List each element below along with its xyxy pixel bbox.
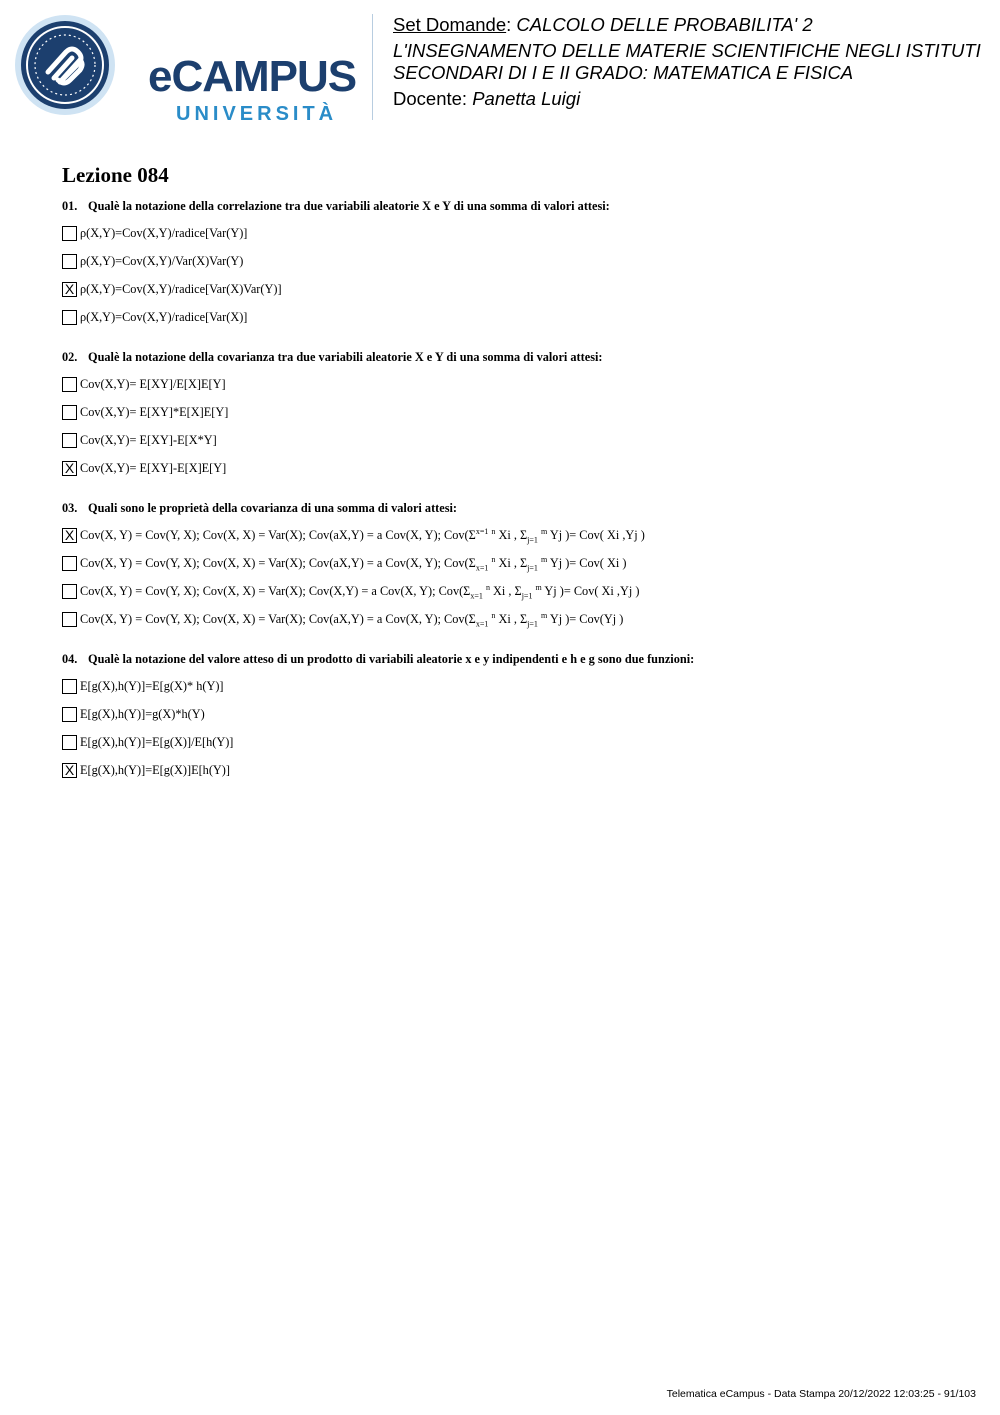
option-label: E[g(X),h(Y)]=E[g(X)]/E[h(Y)] bbox=[80, 734, 234, 749]
option-label: ρ(X,Y)=Cov(X,Y)/radice[Var(X)Var(Y)] bbox=[80, 281, 282, 296]
question-title bbox=[62, 198, 982, 214]
question-text: Qualè la notazione della correlazione tra due variabili aleatorie X e Y di una somma di valori attesi: bbox=[88, 199, 610, 213]
lesson-title: Lezione 084 bbox=[62, 163, 169, 187]
option-label bbox=[80, 612, 623, 627]
question-number: 02. bbox=[62, 350, 78, 364]
document-header bbox=[393, 14, 1000, 110]
course-title: CALCOLO DELLE PROBABILITA' 2 bbox=[516, 14, 813, 35]
superscript: m bbox=[540, 554, 548, 564]
checkbox[interactable] bbox=[62, 584, 77, 599]
question-number: 01. bbox=[62, 199, 78, 213]
answer-option[interactable] bbox=[62, 303, 982, 331]
set-separator: : bbox=[506, 14, 517, 35]
subscript: j=1 bbox=[527, 534, 538, 544]
answer-option[interactable] bbox=[62, 426, 982, 454]
question-title bbox=[62, 651, 982, 667]
option-label bbox=[80, 584, 639, 599]
option-label: ρ(X,Y)=Cov(X,Y)/Var(X)Var(Y) bbox=[80, 253, 244, 268]
option-label: ρ(X,Y)=Cov(X,Y)/radice[Var(X)] bbox=[80, 309, 248, 324]
program-line-2: SECONDARI DI I E II GRADO: MATEMATICA E FISICA bbox=[393, 62, 854, 83]
option-text-part: Xi , Σ bbox=[495, 611, 528, 626]
answer-option[interactable] bbox=[62, 398, 982, 426]
program-line-1: L'INSEGNAMENTO DELLE MATERIE SCIENTIFICHE NEGLI ISTITUTI bbox=[393, 40, 981, 61]
checkbox[interactable] bbox=[62, 612, 77, 627]
option-text-part: Cov(X, Y) = Cov(Y, X); Cov(X, X) = Var(X); Cov(X,Y) = a Cov(X, Y); Cov(Σ bbox=[80, 583, 471, 598]
superscript: n bbox=[491, 526, 496, 536]
option-label: E[g(X),h(Y)]=E[g(X)]E[h(Y)] bbox=[80, 762, 230, 777]
teacher-label: Docente: bbox=[393, 88, 473, 109]
question-text: Qualè la notazione della covarianza tra due variabili aleatorie X e Y di una somma di valori attesi: bbox=[88, 350, 603, 364]
superscript: x=1 bbox=[475, 526, 489, 536]
option-text-part: Xi , Σ bbox=[495, 555, 528, 570]
option-text-part: Yj )= Cov(Yj ) bbox=[547, 611, 624, 626]
checked-checkbox[interactable]: X bbox=[62, 528, 77, 543]
question-number: 04. bbox=[62, 652, 78, 666]
set-label: Set Domande bbox=[393, 14, 507, 35]
answer-option[interactable] bbox=[62, 577, 982, 605]
superscript: n bbox=[491, 610, 496, 620]
option-text-part: Cov(X, Y) = Cov(Y, X); Cov(X, X) = Var(X); Cov(aX,Y) = a Cov(X, Y); Cov(Σ bbox=[80, 611, 476, 626]
option-label bbox=[80, 528, 645, 543]
question-block bbox=[62, 198, 982, 331]
checkbox[interactable] bbox=[62, 310, 77, 325]
superscript: m bbox=[540, 526, 548, 536]
answer-option[interactable] bbox=[62, 549, 982, 577]
answer-option[interactable] bbox=[62, 605, 982, 633]
subscript: j=1 bbox=[521, 590, 533, 600]
header-divider bbox=[372, 14, 373, 120]
checked-checkbox[interactable]: X bbox=[62, 461, 77, 476]
answer-option[interactable] bbox=[62, 521, 982, 549]
superscript: n bbox=[485, 582, 490, 592]
checkbox[interactable] bbox=[62, 735, 77, 750]
option-label: ρ(X,Y)=Cov(X,Y)/radice[Var(Y)] bbox=[80, 225, 248, 240]
answer-option[interactable] bbox=[62, 219, 982, 247]
ecampus-logo bbox=[14, 14, 359, 125]
checked-checkbox[interactable]: X bbox=[62, 763, 77, 778]
option-text-part: Xi , Σ bbox=[495, 527, 528, 542]
option-text-part: Yj )= Cov( Xi ) bbox=[547, 555, 627, 570]
brand-subtitle: UNIVERSITÀ bbox=[176, 103, 338, 125]
question-number: 03. bbox=[62, 501, 78, 515]
question-block bbox=[62, 500, 982, 633]
option-label bbox=[80, 556, 626, 571]
option-label: E[g(X),h(Y)]=g(X)*h(Y) bbox=[80, 706, 205, 721]
option-text-part: Cov(X, Y) = Cov(Y, X); Cov(X, X) = Var(X); Cov(aX,Y) = a Cov(X, Y); Cov(Σ bbox=[80, 555, 476, 570]
answer-option[interactable] bbox=[62, 700, 982, 728]
option-label: Cov(X,Y)= E[XY]-E[X*Y] bbox=[80, 432, 217, 447]
subscript: j=1 bbox=[527, 618, 538, 628]
question-block bbox=[62, 349, 982, 482]
question-block bbox=[62, 651, 982, 784]
checkbox[interactable] bbox=[62, 254, 77, 269]
checkbox[interactable] bbox=[62, 226, 77, 241]
answer-option[interactable] bbox=[62, 275, 982, 303]
option-label: E[g(X),h(Y)]=E[g(X)* h(Y)] bbox=[80, 678, 224, 693]
checkbox[interactable] bbox=[62, 707, 77, 722]
brand-name: eCAMPUS bbox=[148, 52, 357, 101]
answer-option[interactable] bbox=[62, 370, 982, 398]
ecampus-seal-icon bbox=[14, 14, 118, 116]
question-title bbox=[62, 500, 982, 516]
checkbox[interactable] bbox=[62, 556, 77, 571]
superscript: m bbox=[535, 582, 542, 592]
subscript: x=1 bbox=[475, 618, 489, 628]
answer-option[interactable] bbox=[62, 247, 982, 275]
checked-checkbox[interactable]: X bbox=[62, 282, 77, 297]
answer-option[interactable] bbox=[62, 672, 982, 700]
checkbox[interactable] bbox=[62, 377, 77, 392]
subscript: x=1 bbox=[470, 590, 483, 600]
question-title bbox=[62, 349, 982, 365]
option-label: Cov(X,Y)= E[XY]-E[X]E[Y] bbox=[80, 460, 227, 475]
superscript: m bbox=[540, 610, 548, 620]
option-text-part: Yj )= Cov( Xi ,Yj ) bbox=[541, 583, 640, 598]
option-label: Cov(X,Y)= E[XY]*E[X]E[Y] bbox=[80, 404, 229, 419]
checkbox[interactable] bbox=[62, 679, 77, 694]
subscript: j=1 bbox=[527, 562, 538, 572]
checkbox[interactable] bbox=[62, 405, 77, 420]
answer-option[interactable] bbox=[62, 756, 982, 784]
teacher-name: Panetta Luigi bbox=[472, 88, 581, 109]
subscript: x=1 bbox=[475, 562, 489, 572]
option-text-part: Xi , Σ bbox=[489, 583, 522, 598]
superscript: n bbox=[491, 554, 496, 564]
question-text: Qualè la notazione del valore atteso di un prodotto di variabili aleatorie x e y indipendenti e h e g sono due funzioni: bbox=[88, 652, 695, 666]
question-text: Quali sono le proprietà della covarianza di una somma di valori attesi: bbox=[88, 501, 458, 515]
answer-option[interactable] bbox=[62, 728, 982, 756]
print-footer: Telematica eCampus - Data Stampa 20/12/2022 12:03:25 - 91/103 bbox=[666, 1388, 976, 1400]
option-text-part: Yj )= Cov( Xi ,Yj ) bbox=[547, 527, 645, 542]
option-label: Cov(X,Y)= E[XY]/E[X]E[Y] bbox=[80, 376, 226, 391]
checkbox[interactable] bbox=[62, 433, 77, 448]
answer-option[interactable] bbox=[62, 454, 982, 482]
option-text-part: Cov(X, Y) = Cov(Y, X); Cov(X, X) = Var(X); Cov(aX,Y) = a Cov(X, Y); Cov(Σ bbox=[80, 527, 476, 542]
